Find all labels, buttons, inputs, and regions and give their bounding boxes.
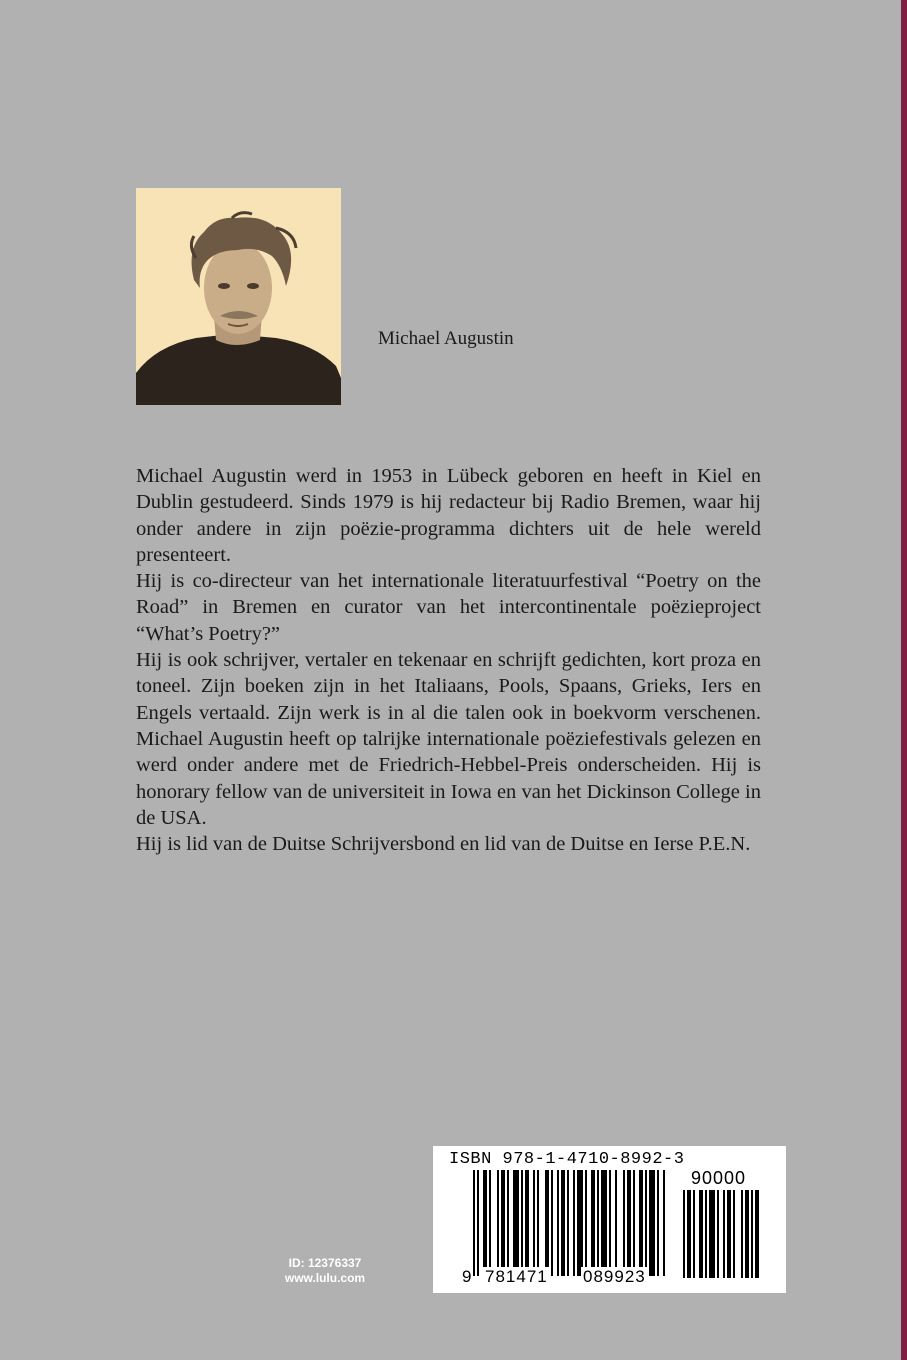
barcode-bar [633,1170,635,1276]
barcode-bar [601,1170,607,1276]
barcode-bar [533,1170,535,1276]
barcode-bar [477,1170,479,1276]
isbn-label: ISBN 978-1-4710-8992-3 [449,1150,685,1169]
barcode-bar [577,1170,583,1276]
barcode-bar [717,1190,719,1278]
barcode-bar [507,1170,509,1276]
barcode-bar [537,1170,539,1276]
barcode-bar [709,1190,715,1278]
barcode-bar [623,1170,625,1276]
ean-left-group: 781471 [485,1267,548,1286]
author-portrait-illustration [136,188,341,405]
barcode-bar [687,1190,691,1278]
barcode-bar [567,1170,569,1276]
author-photo [136,188,341,405]
barcode-bar [723,1190,725,1278]
barcode-bar [639,1170,643,1276]
barcode-bar [615,1170,617,1276]
barcode-bar [573,1170,575,1276]
publisher-url: www.lulu.com [284,1271,366,1285]
barcode-bar [473,1170,475,1276]
barcode-bar [693,1190,695,1278]
spine-edge [901,0,907,1360]
barcode-bar [755,1190,759,1278]
price-code: 90000 [691,1168,747,1188]
barcode-bar [497,1170,499,1276]
barcode-bar [545,1170,549,1276]
bio-paragraph: Hij is co-directeur van het internationale literatuurfestival “Poetry on the Road” in Bremen en curator van het intercontinentale poëzieproject “What’s Poetry?” [136,570,761,645]
barcode-bar [733,1190,735,1278]
barcode-bar [751,1190,753,1278]
bio-paragraph: Hij is lid van de Duitse Schrijversbond en lid van de Duitse en Ierse P.E.N. [136,833,751,856]
bio-paragraph: Hij is ook schrijver, vertaler en tekenaar en schrijft gedichten, kort proza en toneel. Zijn boeken zijn in het Italiaans, Pools, Spaans, Grieks, Iers en Engels vertaald. Zijn werk is in al die talen ook in boekvorm verschenen. Michael Augustin heeft op talrijke internationale poëziefestivals gelezen en werd onder andere met de Friedrich-Hebbel-Preis onderscheiden. Hij is honorary fellow van de universiteit in Iowa en van het Dickinson College in de USA. [136,649,761,829]
ean-barcode-bars [473,1170,669,1276]
publisher-id: ID: 12376337 [288,1256,362,1270]
barcode-bar [727,1190,731,1278]
ean-right-group: 089923 [583,1267,646,1286]
barcode-bar [591,1170,595,1276]
barcode-bar [513,1170,519,1276]
barcode-bar [627,1170,631,1276]
barcode-bar [657,1170,659,1276]
photo-caption: Michael Augustin [378,328,514,349]
barcode-bar [561,1170,565,1276]
barcode-bar [745,1190,749,1278]
barcode-bar [649,1170,655,1276]
barcode-bar [483,1170,487,1276]
barcode-bar [521,1170,523,1276]
barcode-bar [597,1170,599,1276]
barcode-bar [525,1170,529,1276]
addon-barcode-bars [683,1190,769,1278]
barcode-bar [663,1170,665,1276]
barcode-bar [551,1170,553,1276]
author-biography [136,463,761,857]
barcode-bar [705,1190,707,1278]
barcode-bar [501,1170,505,1276]
barcode-bar [609,1170,611,1276]
bio-paragraph: Michael Augustin werd in 1953 in Lübeck geboren en heeft in Kiel en Dublin gestudeerd. Sinds 1979 is hij redacteur bij Radio Bremen, waar hij onder andere in zijn poëzie-programma dichters uit de hele wereld presenteert. [136,465,761,566]
barcode-bar [699,1190,703,1278]
barcode-bar [585,1170,587,1276]
isbn-barcode [433,1146,786,1293]
barcode-bar [557,1170,559,1276]
barcode-bar [741,1190,743,1278]
barcode-bar [645,1170,647,1276]
barcode-bar [683,1190,685,1278]
barcode-bar [489,1170,491,1276]
publisher-info [270,1256,380,1286]
ean-first-digit: 9 [462,1267,472,1286]
